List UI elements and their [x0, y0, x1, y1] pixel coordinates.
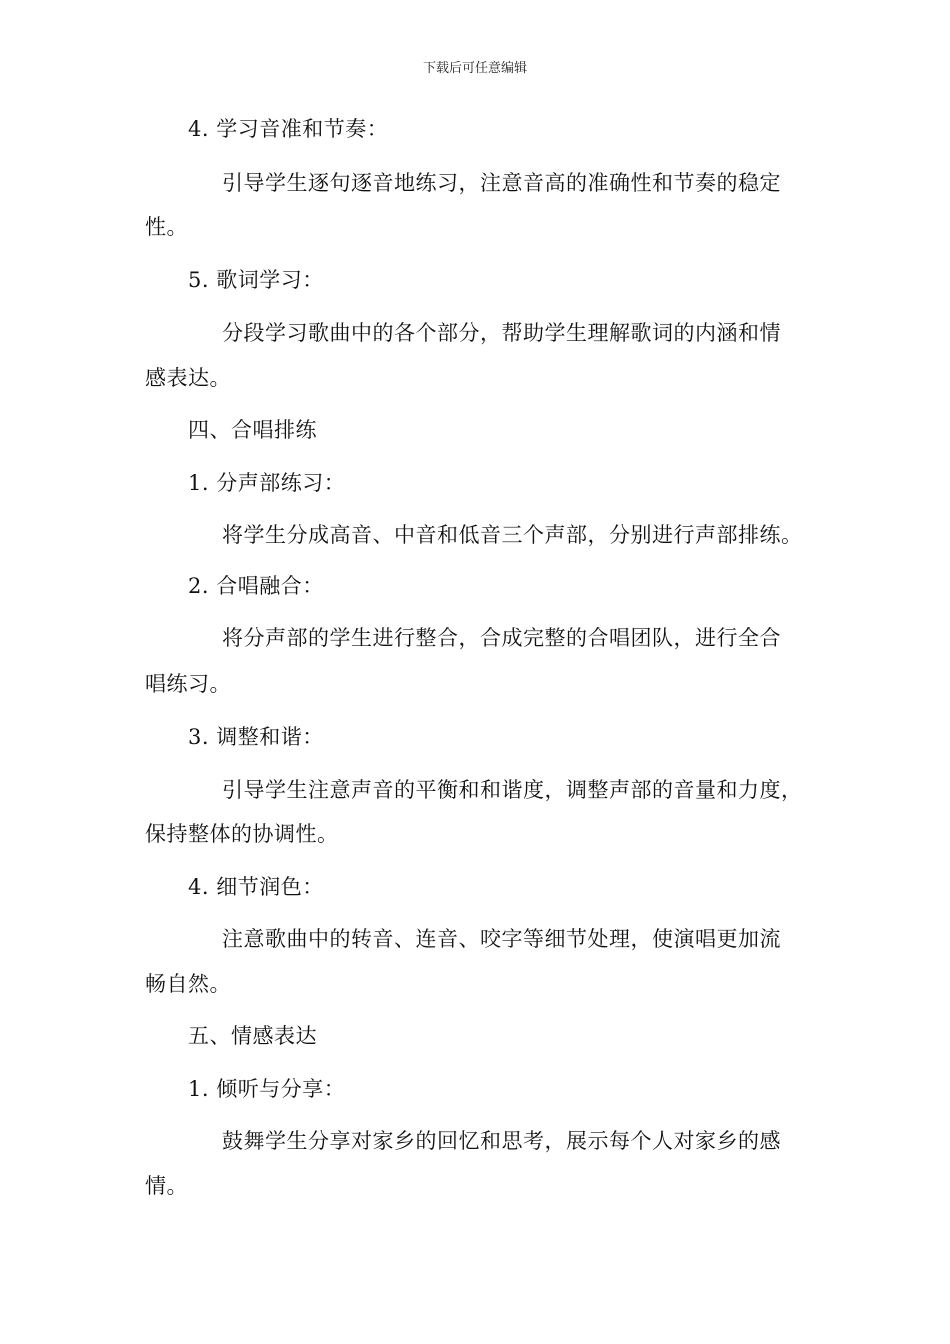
paragraph-line: 将分声部的学生进行整合，合成完整的合唱团队，进行全合	[222, 626, 781, 650]
list-item-heading: 5. 歌词学习：	[188, 268, 324, 292]
list-item-heading: 3. 调整和谐：	[188, 725, 324, 749]
paragraph-line: 畅自然。	[145, 972, 231, 996]
list-item-heading: 4. 细节润色：	[188, 875, 324, 899]
page-header: 下载后可任意编辑	[422, 61, 527, 76]
paragraph-line: 鼓舞学生分享对家乡的回忆和思考，展示每个人对家乡的感	[222, 1129, 781, 1153]
paragraph-line: 性。	[145, 215, 188, 239]
paragraph-line: 注意歌曲中的转音、连音、咬字等细节处理，使演唱更加流	[222, 927, 781, 951]
paragraph-line: 感表达。	[145, 366, 231, 390]
paragraph-line: 将学生分成高音、中音和低音三个声部，分别进行声部排练。	[222, 523, 803, 547]
section-heading: 四、合唱排练	[188, 418, 317, 442]
list-item-heading: 4. 学习音准和节奏：	[188, 117, 389, 141]
list-item-heading: 1. 倾听与分享：	[188, 1077, 346, 1101]
paragraph-line: 分段学习歌曲中的各个部分，帮助学生理解歌词的内涵和情	[222, 321, 781, 345]
list-item-heading: 2. 合唱融合：	[188, 574, 324, 598]
paragraph-line: 引导学生逐句逐音地练习，注意音高的准确性和节奏的稳定	[222, 171, 781, 195]
paragraph-line: 保持整体的协调性。	[145, 822, 339, 846]
section-heading: 五、情感表达	[188, 1024, 317, 1048]
paragraph-line: 情。	[145, 1174, 188, 1198]
list-item-heading: 1. 分声部练习：	[188, 471, 346, 495]
paragraph-line: 引导学生注意声音的平衡和和谐度，调整声部的音量和力度，	[222, 778, 803, 802]
paragraph-line: 唱练习。	[145, 672, 231, 696]
